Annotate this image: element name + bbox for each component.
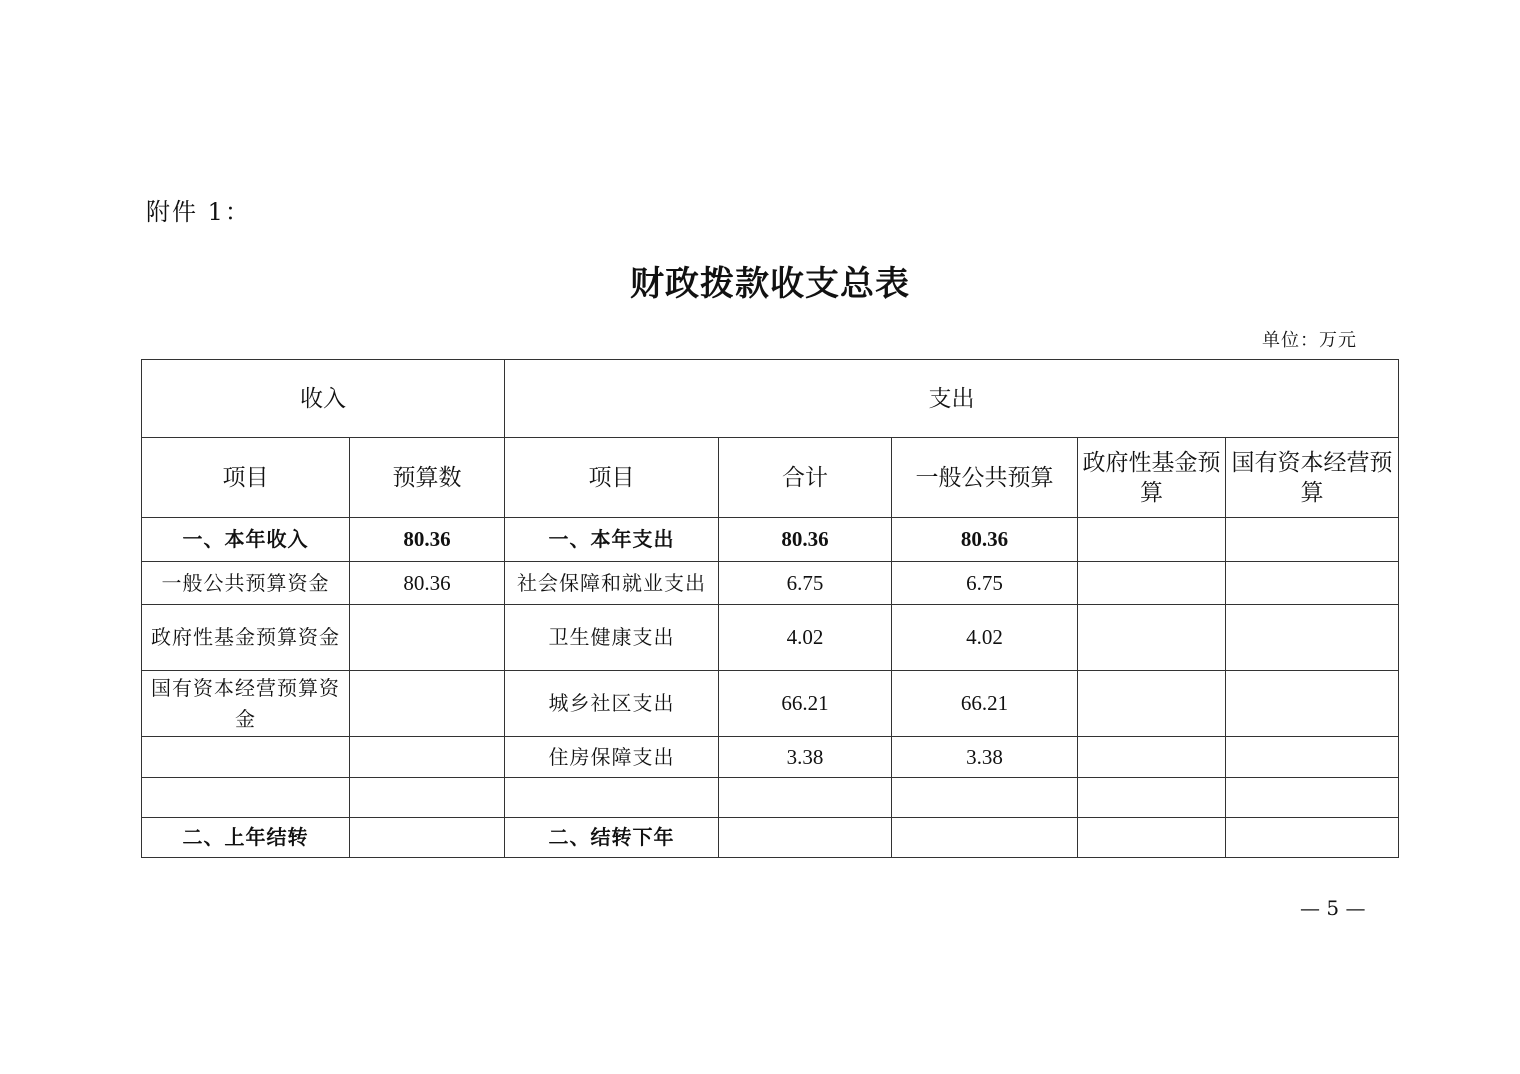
state-capital-cell <box>1226 671 1399 737</box>
expense-item-cell: 卫生健康支出 <box>505 605 719 671</box>
table-row <box>142 562 1399 605</box>
income-item-cell <box>142 737 350 778</box>
income-item-cell: 政府性基金预算资金 <box>142 605 350 671</box>
budget-cell: 80.36 <box>350 518 505 562</box>
attachment-label: 附件 1： <box>146 198 251 226</box>
budget-cell <box>350 737 505 778</box>
gov-fund-cell <box>1078 671 1226 737</box>
header-row-1 <box>142 360 1399 438</box>
gov-fund-cell <box>1078 605 1226 671</box>
expense-item-header: 项目 <box>505 438 719 518</box>
total-cell: 6.75 <box>719 562 892 605</box>
total-cell: 3.38 <box>719 737 892 778</box>
income-item-cell: 二、上年结转 <box>142 818 350 858</box>
expense-item-cell: 住房保障支出 <box>505 737 719 778</box>
income-item-cell <box>142 778 350 818</box>
gov-fund-cell <box>1078 518 1226 562</box>
gov-fund-cell <box>1078 562 1226 605</box>
unit-label: 单位：万元 <box>1262 330 1357 351</box>
header-row-2 <box>142 438 1399 518</box>
total-cell: 66.21 <box>719 671 892 737</box>
general-cell: 4.02 <box>892 605 1078 671</box>
state-capital-cell <box>1226 737 1399 778</box>
general-cell: 3.38 <box>892 737 1078 778</box>
total-header: 合计 <box>719 438 892 518</box>
general-cell <box>892 778 1078 818</box>
table-row <box>142 605 1399 671</box>
expense-item-cell: 一、本年支出 <box>505 518 719 562</box>
state-capital-header: 国有资本经营预算 <box>1226 438 1399 518</box>
general-cell <box>892 818 1078 858</box>
page-number: — 5 — <box>1300 896 1366 920</box>
total-cell <box>719 818 892 858</box>
expense-item-cell: 城乡社区支出 <box>505 671 719 737</box>
state-capital-cell <box>1226 518 1399 562</box>
budget-table <box>141 359 1399 858</box>
budget-cell <box>350 605 505 671</box>
gov-fund-header: 政府性基金预算 <box>1078 438 1226 518</box>
general-budget-header: 一般公共预算 <box>892 438 1078 518</box>
budget-header: 预算数 <box>350 438 505 518</box>
income-item-cell: 一、本年收入 <box>142 518 350 562</box>
table-row <box>142 518 1399 562</box>
page-title: 财政拨款收支总表 <box>630 264 910 304</box>
gov-fund-cell <box>1078 737 1226 778</box>
budget-cell <box>350 671 505 737</box>
total-cell: 80.36 <box>719 518 892 562</box>
state-capital-cell <box>1226 605 1399 671</box>
income-item-cell: 国有资本经营预算资金 <box>142 671 350 737</box>
table-row <box>142 818 1399 858</box>
income-item-header: 项目 <box>142 438 350 518</box>
expense-header: 支出 <box>505 360 1399 438</box>
expense-item-cell <box>505 778 719 818</box>
total-cell: 4.02 <box>719 605 892 671</box>
table-row <box>142 778 1399 818</box>
state-capital-cell <box>1226 818 1399 858</box>
total-cell <box>719 778 892 818</box>
table-row <box>142 737 1399 778</box>
expense-item-cell: 社会保障和就业支出 <box>505 562 719 605</box>
state-capital-cell <box>1226 562 1399 605</box>
state-capital-cell <box>1226 778 1399 818</box>
income-header: 收入 <box>142 360 505 438</box>
budget-cell <box>350 818 505 858</box>
budget-cell: 80.36 <box>350 562 505 605</box>
budget-cell <box>350 778 505 818</box>
general-cell: 80.36 <box>892 518 1078 562</box>
gov-fund-cell <box>1078 778 1226 818</box>
general-cell: 6.75 <box>892 562 1078 605</box>
general-cell: 66.21 <box>892 671 1078 737</box>
gov-fund-cell <box>1078 818 1226 858</box>
expense-item-cell: 二、结转下年 <box>505 818 719 858</box>
table-row <box>142 671 1399 737</box>
income-item-cell: 一般公共预算资金 <box>142 562 350 605</box>
